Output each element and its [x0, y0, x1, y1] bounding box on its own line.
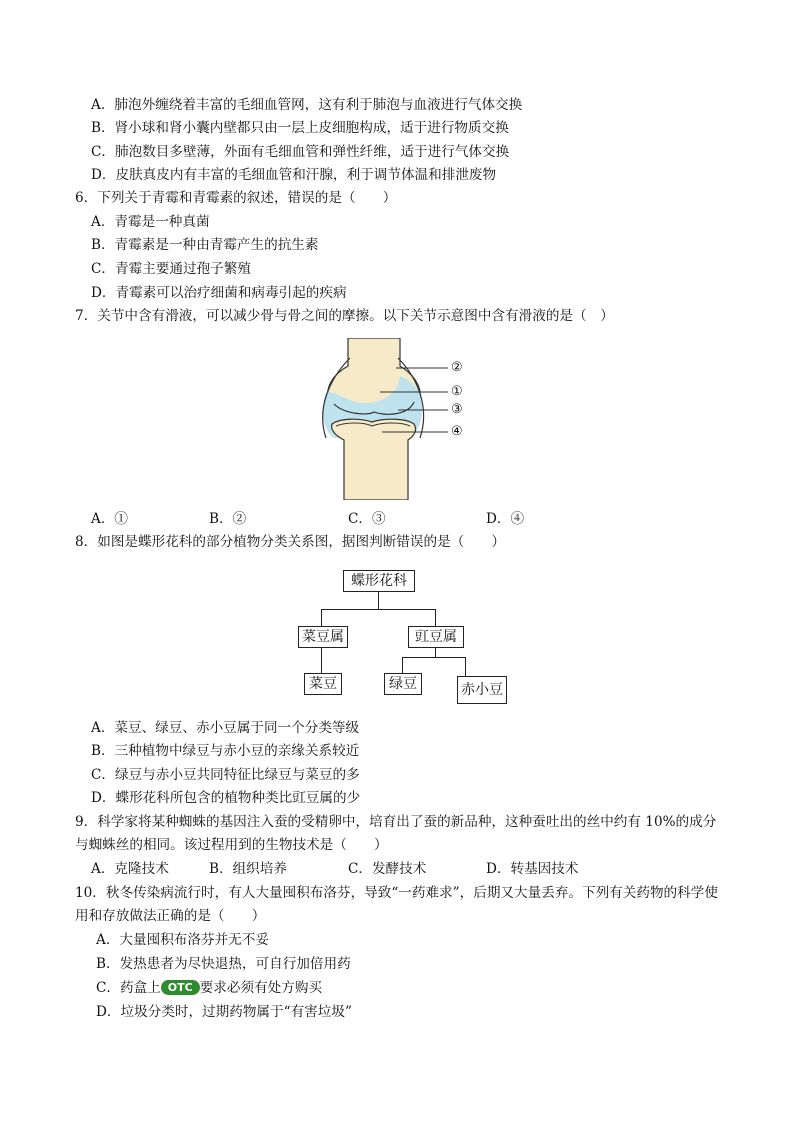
tree-connector — [321, 609, 435, 610]
q7-option-a: A．① — [91, 511, 129, 527]
q10-option-b: B．发热患者为尽快退热，可自行加倍用药 — [96, 956, 351, 972]
otc-badge: OTC — [161, 980, 200, 995]
q10-option-a: A．大量囤积布洛芬并无不妥 — [96, 932, 269, 948]
q6-stem: 6．下列关于青霉和青霉素的叙述，错误的是（ ） — [75, 190, 397, 206]
q9-option-b: B．组织培养 — [209, 861, 287, 877]
tree-connector — [465, 657, 466, 676]
q6-option-b: B．青霉素是一种由青霉产生的抗生素 — [91, 237, 319, 253]
tree-species-2-box: 绿豆 — [384, 673, 422, 695]
tree-genus-2-box: 豇豆属 — [408, 626, 464, 648]
tree-species-1-box: 菜豆 — [304, 673, 342, 695]
tree-connector — [378, 592, 379, 609]
q7-option-c: C．③ — [348, 511, 386, 527]
q7-option-d: D．④ — [486, 511, 525, 527]
q5-option-d: D．皮肤真皮内有丰富的毛细血管和汗腺，利于调节体温和排泄废物 — [91, 167, 497, 183]
tree-genus-1-box: 菜豆属 — [298, 626, 348, 648]
tree-connector — [321, 609, 322, 626]
q8-option-c: C．绿豆与赤小豆共同特征比绿豆与菜豆的多 — [91, 767, 360, 783]
q10-stem-line-1: 10．秋冬传染病流行时，有人大量囤积布洛芬，导致“一药难求”，后期又大量丢弃。下列有关药物的科学使 — [75, 885, 718, 901]
q9-option-d: D．转基因技术 — [486, 861, 579, 877]
q10-option-c — [96, 979, 322, 997]
q8-option-d: D．蝶形花科所包含的植物种类比豇豆属的少 — [91, 790, 361, 806]
joint-label-2: ② — [451, 360, 463, 375]
q9-stem-line-2: 与蜘蛛丝的相同。该过程用到的生物技术是（ ） — [75, 837, 388, 853]
q9-option-c: C．发酵技术 — [348, 861, 427, 877]
tree-connector — [402, 657, 465, 658]
q9-option-a: A．克隆技术 — [91, 861, 169, 877]
q8-stem: 8．如图是蝶形花科的部分植物分类关系图，据图判断错误的是（ ） — [75, 534, 506, 550]
q5-option-c: C．肺泡数目多壁薄，外面有毛细血管和弹性纤维，适于进行气体交换 — [91, 144, 510, 160]
q8-option-b: B．三种植物中绿豆与赤小豆的亲缘关系较近 — [91, 743, 360, 759]
q10-stem-line-2: 用和存放做法正确的是（ ） — [75, 908, 266, 924]
tree-species-3-box: 赤小豆 — [457, 676, 507, 704]
tree-connector — [435, 648, 436, 657]
q6-option-c: C．青霉主要通过孢子繁殖 — [91, 261, 251, 277]
q10-option-c-suffix: 要求必须有处方购买 — [199, 980, 323, 996]
q8-option-a: A．菜豆、绿豆、赤小豆属于同一个分类等级 — [91, 720, 360, 736]
q10-option-d: D．垃圾分类时，过期药物属于“有害垃圾” — [96, 1004, 352, 1020]
q9-stem-line-1: 9．科学家将某种蜘蛛的基因注入蚕的受精卵中，培育出了蚕的新品种，这种蚕吐出的丝中约有 10%的成分 — [75, 814, 717, 830]
tree-connector — [321, 648, 322, 673]
q5-option-b: B．肾小球和肾小囊内壁都只由一层上皮细胞构成，适于进行物质交换 — [91, 120, 509, 136]
joint-label-4: ④ — [451, 424, 463, 439]
joint-label-1: ① — [451, 384, 463, 399]
q6-option-d: D．青霉素可以治疗细菌和病毒引起的疾病 — [91, 285, 347, 301]
q7-option-b: B．② — [209, 511, 247, 527]
q7-stem: 7．关节中含有滑液，可以减少骨与骨之间的摩擦。以下关节示意图中含有滑液的是（ ） — [75, 308, 614, 324]
tree-connector — [402, 657, 403, 673]
tree-family-box: 蝶形花科 — [343, 570, 415, 592]
joint-label-3: ③ — [451, 402, 463, 417]
q10-option-c-prefix: C．药盒上 — [96, 980, 161, 996]
q6-option-a: A．青霉是一种真菌 — [91, 214, 210, 230]
q5-option-a: A．肺泡外缠绕着丰富的毛细血管网，这有利于肺泡与血液进行气体交换 — [91, 97, 523, 113]
tree-connector — [435, 609, 436, 626]
